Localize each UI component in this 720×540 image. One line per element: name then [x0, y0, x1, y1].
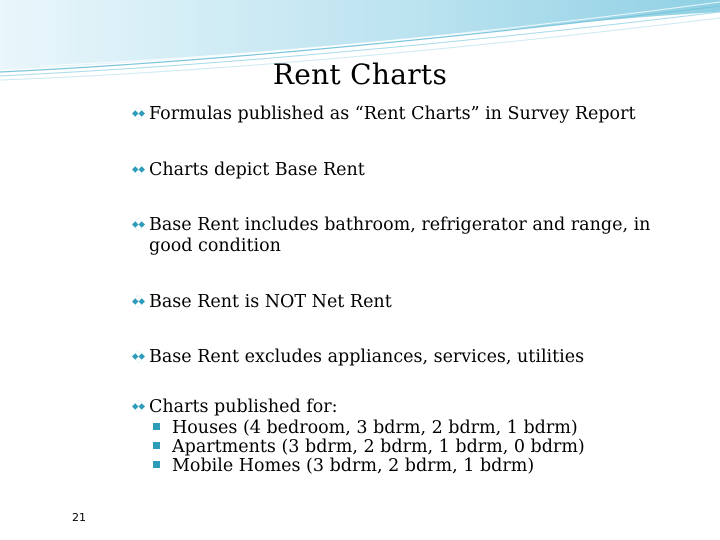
bullet-text: Charts published for:: [149, 397, 338, 417]
bullet-text-continuation: good condition: [149, 236, 281, 256]
bullet-item: [132, 292, 692, 313]
sub-list-item: [153, 438, 585, 457]
bullet-text: Base Rent excludes appliances, services, utilities: [149, 347, 585, 367]
diamond-checker-icon: [132, 163, 145, 176]
sub-item-text: Houses (4 bedroom, 3 bdrm, 2 bdrm, 1 bdrm): [172, 418, 578, 438]
bullet-text: Formulas published as “Rent Charts” in Survey Report: [149, 104, 636, 124]
bullet-item: [132, 347, 692, 368]
diamond-checker-icon: [132, 218, 145, 231]
bullet-item: [132, 397, 692, 418]
diamond-checker-icon: [132, 400, 145, 413]
sub-list-item: [153, 457, 534, 476]
diamond-checker-icon: [132, 350, 145, 363]
diamond-checker-icon: [132, 295, 145, 308]
sub-item-text: Mobile Homes (3 bdrm, 2 bdrm, 1 bdrm): [172, 456, 535, 476]
square-bullet-icon: [153, 423, 160, 430]
bullet-item: [132, 160, 692, 181]
bullet-text: Charts depict Base Rent: [149, 160, 365, 180]
square-bullet-icon: [153, 442, 160, 449]
diamond-checker-icon: [132, 107, 145, 120]
bullet-text: Base Rent is NOT Net Rent: [149, 292, 392, 312]
bullet-text: Base Rent includes bathroom, refrigerator and range, in: [149, 215, 651, 235]
square-bullet-icon: [153, 461, 160, 468]
sub-item-text: Apartments (3 bdrm, 2 bdrm, 1 bdrm, 0 bdrm): [172, 437, 585, 457]
sub-list-item: [153, 419, 578, 438]
page-number: 21: [72, 511, 86, 524]
slide-title: Rent Charts: [272, 58, 448, 91]
bullet-item: [132, 215, 692, 257]
bullet-item: [132, 104, 692, 125]
